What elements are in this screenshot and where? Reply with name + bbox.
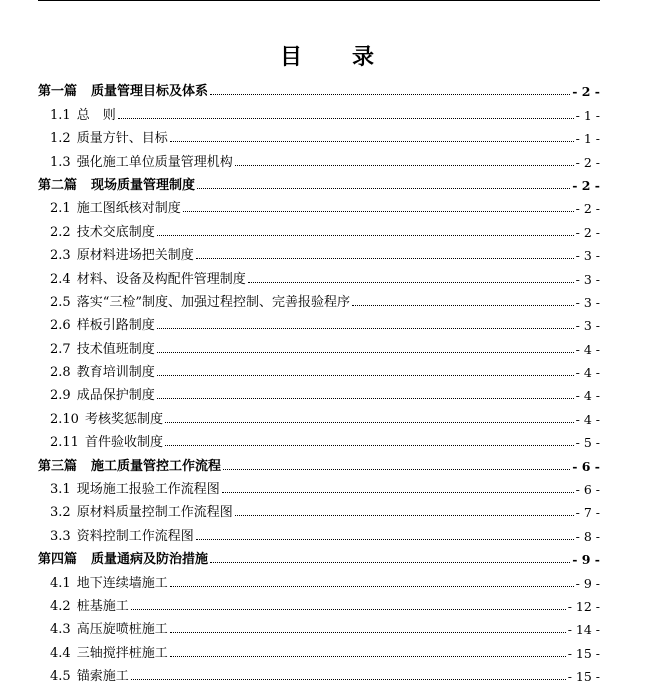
toc-entry-number: 1.3 — [50, 154, 71, 170]
toc-section-entry[interactable] — [38, 474, 600, 497]
dot-leader — [118, 117, 574, 119]
dot-leader — [222, 491, 574, 493]
table-of-contents — [38, 76, 600, 684]
header-rule — [38, 0, 600, 1]
toc-entry-title: 强化施工单位质量管理机构 — [76, 154, 233, 170]
toc-entry-title: 三轴搅拌桩施工 — [76, 645, 168, 661]
dot-leader — [170, 655, 566, 657]
dot-leader — [170, 585, 574, 587]
toc-entry-page: - 8 - — [575, 528, 600, 544]
toc-section-entry[interactable] — [38, 591, 600, 614]
toc-section-entry[interactable] — [38, 380, 600, 403]
dot-leader — [165, 444, 574, 446]
toc-entry-number: 3.1 — [50, 482, 71, 498]
toc-section-entry[interactable] — [38, 240, 600, 263]
toc-entry-title: 现场施工报验工作流程图 — [76, 482, 220, 498]
toc-entry-number: 4.3 — [50, 622, 71, 638]
toc-entry-number: 2.9 — [50, 388, 71, 404]
toc-entry-number: 2.3 — [50, 248, 71, 264]
toc-entry-number: 2.2 — [50, 224, 71, 240]
toc-section-entry[interactable] — [38, 216, 600, 239]
toc-entry-page: - 4 - — [575, 411, 600, 427]
dot-leader — [131, 608, 566, 610]
toc-entry-page: - 14 - — [567, 622, 600, 638]
toc-section-entry[interactable] — [38, 637, 600, 660]
toc-entry-page: - 15 - — [567, 669, 600, 685]
toc-entry-page: - 6 - — [572, 458, 600, 474]
toc-section-entry[interactable] — [38, 661, 600, 684]
toc-entry-title: 教育培训制度 — [76, 365, 155, 381]
toc-entry-title: 首件验收制度 — [84, 435, 163, 451]
toc-entry-number: 2.10 — [50, 411, 79, 427]
dot-leader — [157, 397, 574, 399]
toc-entry-title: 施工质量管控工作流程 — [91, 458, 222, 474]
toc-section-entry[interactable] — [38, 146, 600, 169]
toc-entry-page: - 2 - — [575, 224, 600, 240]
toc-section-entry[interactable] — [38, 287, 600, 310]
toc-entry-number: 2.6 — [50, 318, 71, 334]
toc-entry-title: 成品保护制度 — [76, 388, 155, 404]
toc-entry-title: 总 则 — [76, 107, 116, 123]
toc-entry-title: 质量方针、目标 — [76, 131, 168, 147]
dot-leader — [210, 93, 570, 95]
dot-leader — [157, 374, 574, 376]
toc-section-entry[interactable] — [38, 123, 600, 146]
toc-entry-title: 高压旋喷桩施工 — [76, 622, 168, 638]
toc-entry-title: 原材料进场把关制度 — [76, 248, 194, 264]
toc-entry-page: - 3 - — [575, 318, 600, 334]
toc-section-entry[interactable] — [38, 99, 600, 122]
toc-entry-number: 1.1 — [50, 107, 71, 123]
toc-chapter-entry[interactable] — [38, 450, 600, 473]
toc-entry-number: 第四篇 — [38, 552, 78, 568]
toc-entry-number: 2.11 — [50, 435, 79, 451]
toc-entry-title: 桩基施工 — [76, 598, 129, 614]
toc-entry-number: 4.5 — [50, 669, 71, 685]
title-char-1: 目 — [279, 44, 304, 70]
toc-entry-number: 第三篇 — [38, 458, 78, 474]
toc-entry-number: 1.2 — [50, 131, 71, 147]
dot-leader — [196, 257, 574, 259]
toc-entry-page: - 3 - — [575, 248, 600, 264]
toc-entry-page: - 1 - — [575, 107, 600, 123]
toc-chapter-entry[interactable] — [38, 76, 600, 99]
toc-entry-number: 3.2 — [50, 505, 71, 521]
toc-entry-title: 施工图纸核对制度 — [76, 201, 181, 217]
toc-entry-number: 4.2 — [50, 598, 71, 614]
toc-entry-title: 质量管理目标及体系 — [91, 84, 209, 100]
toc-entry-page: - 6 - — [575, 482, 600, 498]
toc-chapter-entry[interactable] — [38, 544, 600, 567]
dot-leader — [235, 164, 574, 166]
toc-entry-page: - 12 - — [567, 598, 600, 614]
toc-entry-page: - 4 - — [575, 341, 600, 357]
toc-entry-page: - 9 - — [572, 552, 600, 568]
toc-section-entry[interactable] — [38, 310, 600, 333]
dot-leader — [248, 281, 574, 283]
toc-entry-page: - 7 - — [575, 505, 600, 521]
toc-entry-number: 3.3 — [50, 528, 71, 544]
toc-section-entry[interactable] — [38, 614, 600, 637]
dot-leader — [223, 468, 570, 470]
toc-entry-number: 第二篇 — [38, 177, 78, 193]
toc-entry-page: - 2 - — [575, 201, 600, 217]
toc-entry-number: 2.4 — [50, 271, 71, 287]
toc-entry-page: - 9 - — [575, 575, 600, 591]
toc-entry-page: - 4 - — [575, 365, 600, 381]
toc-section-entry[interactable] — [38, 427, 600, 450]
dot-leader — [165, 421, 574, 423]
toc-entry-title: 质量通病及防治措施 — [91, 552, 209, 568]
toc-entry-title: 资料控制工作流程图 — [76, 528, 194, 544]
dot-leader — [157, 234, 574, 236]
dot-leader — [170, 631, 566, 633]
dot-leader — [210, 561, 570, 563]
page-title — [0, 40, 656, 71]
toc-entry-page: - 3 - — [575, 294, 600, 310]
dot-leader — [197, 187, 570, 189]
toc-entry-number: 2.7 — [50, 341, 71, 357]
toc-entry-page: - 15 - — [567, 645, 600, 661]
dot-leader — [157, 327, 574, 329]
toc-entry-page: - 3 - — [575, 271, 600, 287]
toc-section-entry[interactable] — [38, 333, 600, 356]
toc-entry-page: - 1 - — [575, 131, 600, 147]
toc-entry-page: - 2 - — [572, 177, 600, 193]
toc-entry-number: 2.8 — [50, 365, 71, 381]
dot-leader — [352, 304, 574, 306]
toc-section-entry[interactable] — [38, 263, 600, 286]
toc-entry-page: - 4 - — [575, 388, 600, 404]
toc-entry-title: 锚索施工 — [76, 669, 129, 685]
toc-section-entry[interactable] — [38, 403, 600, 426]
toc-chapter-entry[interactable] — [38, 170, 600, 193]
toc-entry-page: - 2 - — [575, 154, 600, 170]
toc-section-entry[interactable] — [38, 497, 600, 520]
toc-entry-page: - 5 - — [575, 435, 600, 451]
toc-section-entry[interactable] — [38, 520, 600, 543]
toc-entry-title: 材料、设备及构配件管理制度 — [76, 271, 246, 287]
toc-entry-title: 现场质量管理制度 — [91, 177, 196, 193]
toc-entry-number: 4.4 — [50, 645, 71, 661]
toc-entry-page: - 2 - — [572, 84, 600, 100]
dot-leader — [170, 140, 574, 142]
dot-leader — [196, 538, 574, 540]
toc-section-entry[interactable] — [38, 567, 600, 590]
toc-entry-number: 2.5 — [50, 294, 71, 310]
dot-leader — [131, 678, 566, 680]
dot-leader — [235, 514, 574, 516]
toc-entry-title: 地下连续墙施工 — [76, 575, 168, 591]
toc-section-entry[interactable] — [38, 357, 600, 380]
toc-entry-title: 技术值班制度 — [76, 341, 155, 357]
dot-leader — [157, 351, 574, 353]
toc-entry-title: 考核奖惩制度 — [84, 411, 163, 427]
toc-section-entry[interactable] — [38, 193, 600, 216]
toc-entry-title: 样板引路制度 — [76, 318, 155, 334]
toc-entry-number: 4.1 — [50, 575, 71, 591]
toc-entry-number: 第一篇 — [38, 84, 78, 100]
toc-entry-title: 原材料质量控制工作流程图 — [76, 505, 233, 521]
toc-entry-title: 落实“三检”制度、加强过程控制、完善报验程序 — [76, 294, 350, 310]
dot-leader — [183, 210, 574, 212]
title-char-2: 录 — [352, 44, 377, 70]
toc-entry-number: 2.1 — [50, 201, 71, 217]
toc-entry-title: 技术交底制度 — [76, 224, 155, 240]
